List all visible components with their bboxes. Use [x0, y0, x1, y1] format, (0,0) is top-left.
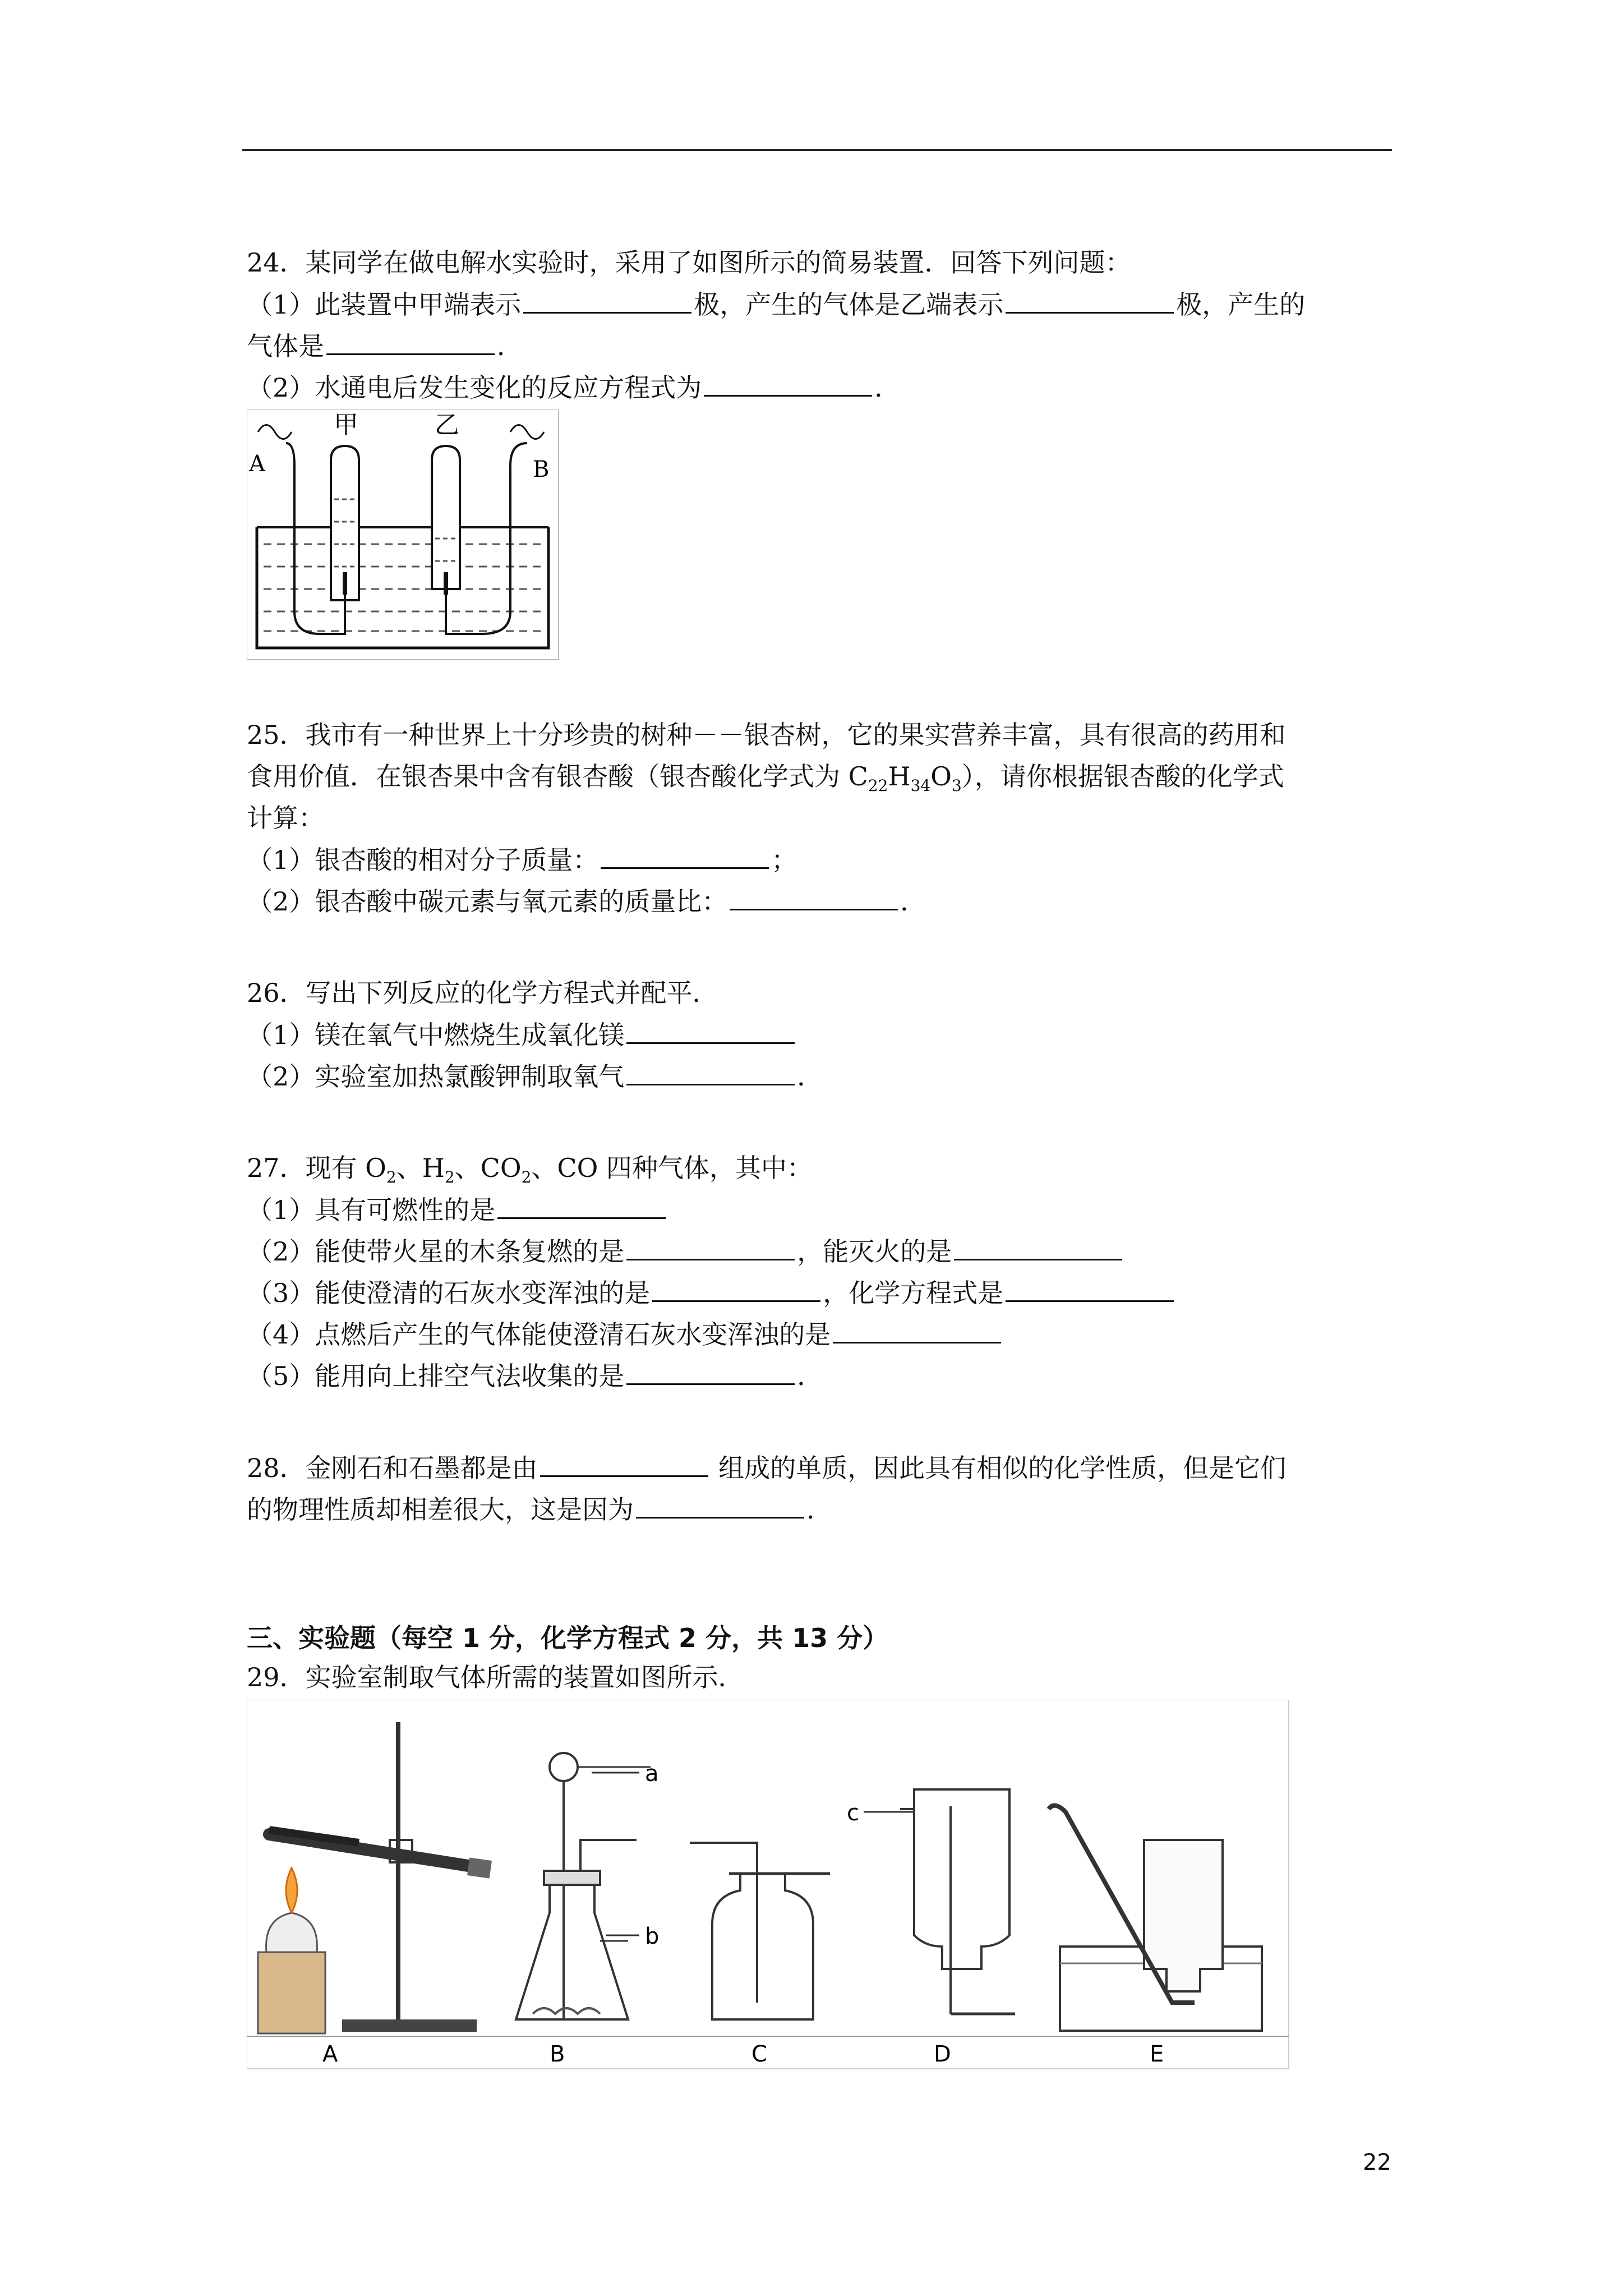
answer-blank[interactable]: [1006, 1276, 1174, 1302]
label-C: C: [751, 2041, 767, 2067]
answer-blank[interactable]: [326, 329, 495, 355]
label-jia: 甲: [334, 411, 358, 439]
q27-part3: （3）能使澄清的石灰水变浑浊的是 ，化学方程式是: [247, 1276, 1176, 1310]
callout-a: a: [645, 1761, 659, 1787]
q27-part2: （2）能使带火星的木条复燃的是 ，能灭火的是: [247, 1234, 1124, 1268]
electrolysis-apparatus-figure: [247, 409, 561, 662]
header-rule: [242, 149, 1392, 151]
answer-blank[interactable]: [626, 1059, 795, 1085]
answer-blank[interactable]: [497, 1193, 666, 1219]
label-D: D: [934, 2041, 951, 2067]
callout-c: c: [847, 1800, 859, 1826]
q25-line1: 25．我市有一种世界上十分珍贵的树种－－银杏树，它的果实营养丰富，具有很高的药用和: [247, 720, 1286, 750]
answer-blank[interactable]: [652, 1276, 820, 1302]
q27-part1: （1）具有可燃性的是: [247, 1193, 668, 1227]
answer-blank[interactable]: [626, 1018, 795, 1044]
q26-part1: （1）镁在氧气中燃烧生成氧化镁: [247, 1018, 797, 1052]
answer-blank[interactable]: [1006, 287, 1174, 314]
answer-blank[interactable]: [601, 843, 769, 869]
answer-blank[interactable]: [636, 1492, 804, 1519]
q24-part1: （1）此装置中甲端表示 极，产生的气体是乙端表示 极，产生的: [247, 287, 1305, 321]
q27-part5: （5）能用向上排空气法收集的是 ．: [247, 1359, 823, 1393]
answer-blank[interactable]: [954, 1234, 1122, 1260]
answer-blank[interactable]: [540, 1451, 708, 1477]
q24-part2: （2）水通电后发生变化的反应方程式为 ．: [247, 370, 900, 404]
q28-line1: 28．金刚石和石墨都是由 组成的单质，因此具有相似的化学性质，但是它们: [247, 1451, 1286, 1485]
q24-part1-cont: 气体是 ．: [247, 329, 523, 363]
q29-stem: 29．实验室制取气体所需的装置如图所示．: [247, 1662, 744, 1692]
q27-stem: 27．现有 $O_2$、$H_2$、$CO_2$、CO 四种气体，其中：: [247, 1153, 813, 1187]
section-3-title: 三、实验题（每空 1 分，化学方程式 2 分，共 13 分）: [247, 1623, 889, 1653]
label-b: B: [533, 457, 550, 482]
label-E: E: [1150, 2041, 1164, 2067]
q25-line2: 食用价值．在银杏果中含有银杏酸（银杏酸化学式为 $C_{22}H_{34}O_3$），请你根据银杏酸的化学式: [247, 761, 1284, 795]
label-A: A: [322, 2041, 338, 2067]
page-number: 22: [1363, 2150, 1391, 2175]
q26-part2: （2）实验室加热氯酸钾制取氧气 ．: [247, 1059, 823, 1093]
callout-b: b: [645, 1924, 660, 1949]
label-a: A: [249, 451, 265, 477]
q28-line2: 的物理性质却相差很大，这是因为 ．: [247, 1492, 832, 1526]
answer-blank[interactable]: [730, 884, 898, 910]
answer-blank[interactable]: [523, 287, 691, 314]
q24-stem: 24．某同学在做电解水实验时，采用了如图所示的简易装置．回答下列问题：: [247, 247, 1131, 278]
gas-apparatus-figure: [247, 1700, 1290, 2070]
answer-blank[interactable]: [626, 1234, 795, 1260]
answer-blank[interactable]: [626, 1359, 795, 1385]
answer-blank[interactable]: [833, 1317, 1001, 1343]
q26-stem: 26．写出下列反应的化学方程式并配平．: [247, 978, 718, 1008]
q25-part2: （2）银杏酸中碳元素与氧元素的质量比： ．: [247, 884, 926, 918]
answer-blank[interactable]: [704, 370, 872, 397]
label-yi: 乙: [435, 411, 459, 439]
label-B: B: [550, 2041, 565, 2067]
q25-part1: （1）银杏酸的相对分子质量： ；: [247, 843, 797, 877]
q27-part4: （4）点燃后产生的气体能使澄清石灰水变浑浊的是: [247, 1317, 1003, 1351]
q25-line3: 计算：: [247, 803, 324, 833]
